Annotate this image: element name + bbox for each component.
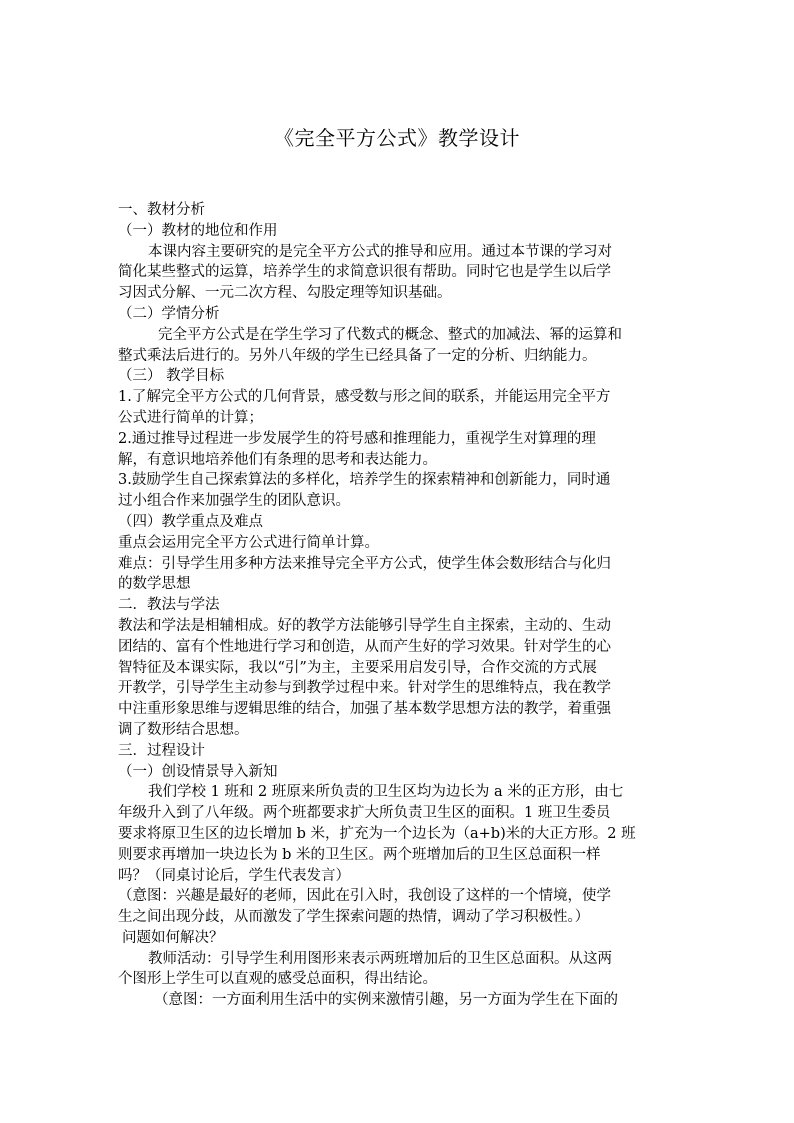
paragraph-line: 个图形上学生可以直观的感受总面积，得出结论。 [118, 971, 437, 988]
document-title: 《完全平方公式》教学设计 [274, 126, 520, 150]
subsection-heading: （三） 教学目标 [118, 368, 225, 385]
paragraph-line: 重点会运用完全平方公式进行简单计算。 [118, 534, 379, 551]
paragraph-line: 本课内容主要研究的是完全平方公式的推导和应用。通过本节课的学习对 [148, 243, 612, 260]
subsection-heading: （一）教材的地位和作用 [118, 222, 278, 239]
paragraph-line: 简化某些整式的运算，培养学生的求简意识很有帮助。同时它也是学生以后学 [118, 264, 611, 281]
paragraph-line: 我们学校 1 班和 2 班原来所负责的卫生区均为边长为 a 米的正方形，由七 [148, 784, 624, 801]
section-heading: 一、教材分析 [118, 202, 205, 218]
paragraph-line: 整式乘法后进行的。另外八年级的学生已经具备了一定的分析、归纳能力。 [118, 347, 597, 364]
paragraph-line: 吗？（同桌讨论后，学生代表发言） [118, 867, 350, 884]
paragraph-line: 中注重形象思维与逻辑思维的结合，加强了基本数学思想方法的教学，着重强 [118, 701, 611, 718]
paragraph-line: 难点：引导学生用多种方法来推导完全平方公式，使学生体会数形结合与化归 [118, 555, 611, 572]
paragraph-line: 开教学，引导学生主动参与到教学过程中来。针对学生的思维特点，我在教学 [118, 680, 611, 697]
paragraph-line: 的数学思想 [118, 576, 191, 593]
list-item-line: 公式进行简单的计算； [118, 409, 263, 426]
list-item-line: 3.鼓励学生自己探索算法的多样化，培养学生的探索精神和创新能力，同时通 [118, 472, 611, 489]
section-heading: 三．过程设计 [118, 742, 205, 759]
paragraph-line: （意图：一方面利用生活中的实例来激情引趣，另一方面为学生在下面的 [154, 992, 618, 1009]
paragraph-line: （意图：兴趣是最好的老师，因此在引入时，我创设了这样的一个情境，使学 [118, 888, 611, 905]
subsection-heading: （二）学情分析 [118, 305, 220, 322]
paragraph-line: 智特征及本课实际，我以“引”为主，主要采用启发引导，合作交流的方式展 [118, 659, 597, 676]
list-item-line: 过小组合作来加强学生的团队意识。 [118, 493, 350, 510]
paragraph-line: 要求将原卫生区的边长增加 b 米，扩充为一个边长为（a+b)米的大正方形。2 班 [118, 825, 636, 842]
list-item-line: 2.通过推导过程进一步发展学生的符号感和推理能力，重视学生对算理的理 [118, 430, 596, 447]
subsection-heading: （四）教学重点及难点 [118, 513, 263, 530]
paragraph-line: 教师活动：引导学生利用图形来表示两班增加后的卫生区总面积。从这两 [148, 950, 612, 967]
list-item-line: 1.了解完全平方公式的几何背景，感受数与形之间的联系，并能运用完全平方 [118, 389, 611, 406]
paragraph-line: 习因式分解、一元二次方程、勾股定理等知识基础。 [118, 285, 452, 302]
section-heading: 二．教法与学法 [118, 597, 220, 614]
subsection-heading: （一）创设情景导入新知 [118, 763, 278, 780]
paragraph-line: 则要求再增加一块边长为 b 米的卫生区。两个班增加后的卫生区总面积一样 [118, 846, 601, 863]
paragraph-line: 年级升入到了八年级。两个班都要求扩大所负责卫生区的面积。1 班卫生委员 [118, 805, 611, 822]
question-line: 问题如何解决？ [122, 929, 224, 946]
document-body [118, 200, 674, 1011]
paragraph-line: 团结的、富有个性地进行学习和创造，从而产生好的学习效果。针对学生的心 [118, 638, 611, 655]
paragraph-line: 调了数形结合思想。 [118, 721, 249, 738]
paragraph-line: 教法和学法是相辅相成。好的教学方法能够引导学生自主探索，主动的、生动 [118, 617, 611, 634]
paragraph-line: 生之间出现分歧，从而激发了学生探索问题的热情，调动了学习积极性。） [118, 909, 590, 926]
paragraph-line: 完全平方公式是在学生学习了代数式的概念、整式的加减法、幂的运算和 [158, 326, 622, 343]
list-item-line: 解，有意识地培养他们有条理的思考和表达能力。 [118, 451, 437, 468]
